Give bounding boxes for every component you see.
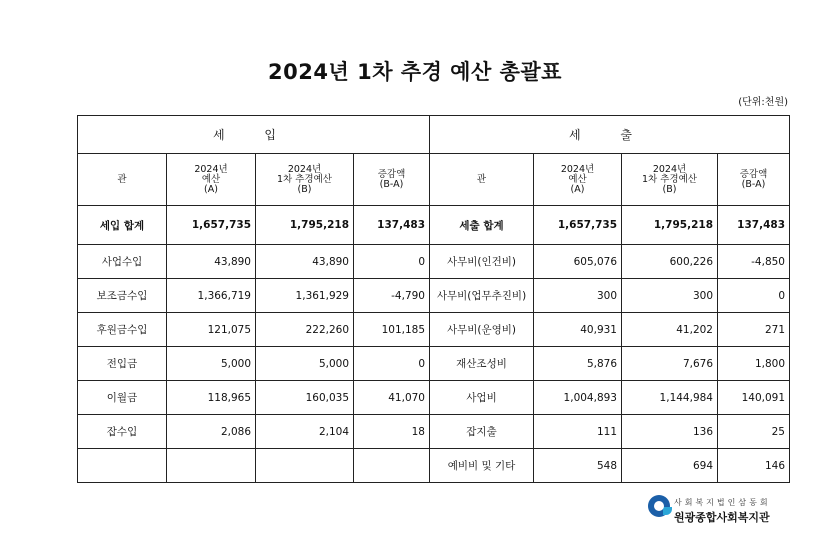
income-diff-value: 41,070: [354, 381, 430, 415]
expense-budget-header: 2024년 예산 (A): [534, 154, 622, 206]
income-diff-value: 137,483: [354, 206, 430, 245]
income-revised-value: 1,795,218: [256, 206, 354, 245]
expense-revised-value: 600,226: [622, 245, 718, 279]
income-budget-value: 121,075: [167, 313, 256, 347]
income-item-name: 세입 합계: [78, 206, 167, 245]
organization-logo: [648, 495, 798, 535]
expense-revised-value: 136: [622, 415, 718, 449]
expense-item-name: 사무비(업무추진비): [430, 279, 534, 313]
income-diff-value: 0: [354, 245, 430, 279]
income-item-name: 전입금: [78, 347, 167, 381]
income-item-name: 후원금수입: [78, 313, 167, 347]
expense-revised-value: 694: [622, 449, 718, 483]
income-budget-header: 2024년 예산 (A): [167, 154, 256, 206]
expense-revised-value: 1,795,218: [622, 206, 718, 245]
table-row: [78, 415, 790, 449]
table-row: [78, 206, 790, 245]
table-row: [78, 449, 790, 483]
expense-item-name: 사무비(운영비): [430, 313, 534, 347]
income-section-header: 세 입: [78, 116, 430, 154]
expense-item-name: 사무비(인건비): [430, 245, 534, 279]
logo-name: 원광종합사회복지관: [674, 511, 770, 524]
income-budget-value: 5,000: [167, 347, 256, 381]
unit-label: (단위:천원): [738, 97, 788, 108]
income-item-name: [78, 449, 167, 483]
expense-diff-value: 137,483: [718, 206, 790, 245]
expense-budget-value: 605,076: [534, 245, 622, 279]
expense-budget-value: 111: [534, 415, 622, 449]
table-row: [78, 313, 790, 347]
expense-diff-value: 1,800: [718, 347, 790, 381]
expense-budget-value: 1,004,893: [534, 381, 622, 415]
income-revised-header: 2024년 1차 추경예산 (B): [256, 154, 354, 206]
income-budget-value: 43,890: [167, 245, 256, 279]
expense-diff-value: 271: [718, 313, 790, 347]
income-revised-value: 1,361,929: [256, 279, 354, 313]
income-budget-value: 2,086: [167, 415, 256, 449]
expense-diff-value: 0: [718, 279, 790, 313]
income-item-name: 보조금수입: [78, 279, 167, 313]
expense-budget-value: 548: [534, 449, 622, 483]
expense-diff-value: -4,850: [718, 245, 790, 279]
income-diff-value: [354, 449, 430, 483]
expense-revised-value: 1,144,984: [622, 381, 718, 415]
income-diff-value: 101,185: [354, 313, 430, 347]
expense-revised-header: 2024년 1차 추경예산 (B): [622, 154, 718, 206]
income-revised-value: 222,260: [256, 313, 354, 347]
expense-item-name: 예비비 및 기타: [430, 449, 534, 483]
income-diff-header: 증감액 (B-A): [354, 154, 430, 206]
column-header-row: [78, 154, 790, 206]
income-revised-value: [256, 449, 354, 483]
income-budget-value: 1,657,735: [167, 206, 256, 245]
expense-revised-value: 41,202: [622, 313, 718, 347]
income-item-name: 잡수입: [78, 415, 167, 449]
expense-item-name: 잡지출: [430, 415, 534, 449]
expense-diff-value: 140,091: [718, 381, 790, 415]
expense-section-header: 세 출: [430, 116, 790, 154]
expense-budget-value: 1,657,735: [534, 206, 622, 245]
income-revised-value: 2,104: [256, 415, 354, 449]
income-diff-value: 18: [354, 415, 430, 449]
expense-diff-value: 25: [718, 415, 790, 449]
income-revised-value: 160,035: [256, 381, 354, 415]
expense-gwan-header: 관: [430, 154, 534, 206]
page-title: 2024년 1차 추경 예산 총괄표: [268, 60, 562, 84]
income-item-name: 이월금: [78, 381, 167, 415]
income-item-name: 사업수입: [78, 245, 167, 279]
income-budget-value: [167, 449, 256, 483]
expense-revised-value: 7,676: [622, 347, 718, 381]
logo-tagline: 사회복지법인삼동회: [674, 498, 771, 507]
expense-revised-value: 300: [622, 279, 718, 313]
income-diff-value: 0: [354, 347, 430, 381]
expense-item-name: 재산조성비: [430, 347, 534, 381]
income-revised-value: 5,000: [256, 347, 354, 381]
income-budget-value: 1,366,719: [167, 279, 256, 313]
table-row: [78, 347, 790, 381]
budget-summary-table: [77, 115, 790, 483]
expense-item-name: 사업비: [430, 381, 534, 415]
income-diff-value: -4,790: [354, 279, 430, 313]
expense-budget-value: 40,931: [534, 313, 622, 347]
income-budget-value: 118,965: [167, 381, 256, 415]
expense-budget-value: 5,876: [534, 347, 622, 381]
table-row: [78, 279, 790, 313]
expense-item-name: 세출 합계: [430, 206, 534, 245]
table-row: [78, 381, 790, 415]
income-revised-value: 43,890: [256, 245, 354, 279]
expense-diff-value: 146: [718, 449, 790, 483]
expense-budget-value: 300: [534, 279, 622, 313]
logo-mark-icon: [648, 495, 670, 517]
income-gwan-header: 관: [78, 154, 167, 206]
section-header-row: [78, 116, 790, 154]
expense-diff-header: 증감액 (B-A): [718, 154, 790, 206]
table-row: [78, 245, 790, 279]
